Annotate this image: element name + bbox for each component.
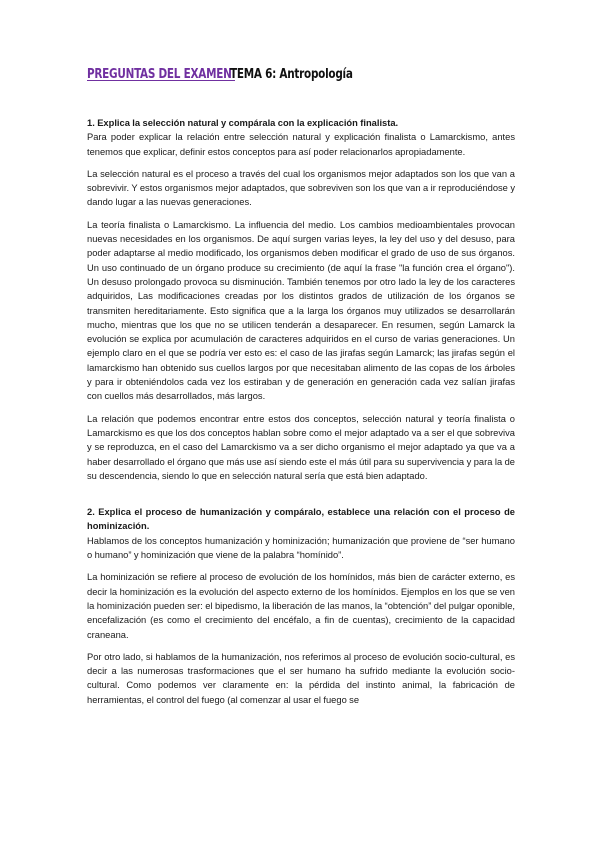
page-header [87, 66, 515, 90]
exam-questions-heading: PREGUNTAS DEL EXAMEN [87, 66, 235, 82]
document-page [87, 66, 515, 707]
question-1-title: 1. Explica la selección natural y compárala con la explicación finalista. [87, 118, 399, 128]
question-1-paragraph-1: Para poder explicar la relación entre selección natural y explicación finalista o Lamarckismo, antes tenemos que explicar, definir estos conceptos para así poder relacionarlos apropiadamente. [87, 132, 515, 157]
question-2-paragraph-3: Por otro lado, si hablamos de la humanización, nos referimos al proceso de evolución socio-cultural, es decir a las numerosas trasformaciones que el ser humano ha sufrido mediante la evolución socio-cultural. Como podemos ver claramente en: la pérdida del instinto animal, la fabricación de herramientas, el control del fuego (al comenzar al usar el fuego se [87, 651, 515, 705]
question-2-title: 2. Explica el proceso de humanización y compáralo, establece una relación con el proceso de hominización. [87, 507, 515, 532]
question-1-paragraph-3: La teoría finalista o Lamarckismo. La influencia del medio. Los cambios medioambientales provocan nuevas necesidades en los organismos. De aquí surgen varias leyes, la ley del uso y del desuso, para poder adaptarse al medio modificado, los organismos deben modificar el grado de uso de sus órganos. Un uso continuado de un órgano produce su crecimiento (de aquí la frase "la función crea el órgano"). Un desuso prolongado provoca su disminución. También tenemos por otro lado la ley de los caracteres adquiridos, Las modificaciones creadas por los distintos grados de utilización de los órganos se transmiten hereditariamente. Esto significa que a la larga los órganos muy utilizados se desarrollarán mucho, mientras que los que no se utilicen tenderán a desaparecer. En resumen, según Lamarck la evolución se explica por acumulación de caracteres adquiridos en el curso de varias generaciones. Un ejemplo claro en el que se podría ver esto es: el caso de las jirafas según Lamarck; las jirafas según el lamarckismo han obtenido sus cuellos largos por que necesitaban alimento de las copas de los árboles y para ir obteniéndolos cada vez los estiraban y de generación en generación cada vez salían jirafas con cuellos más desarrollados, más largos. [87, 219, 515, 402]
question-1-paragraph-2: La selección natural es el proceso a través del cual los organismos mejor adaptados son los que van a sobrevivir. Y estos organismos mejor adaptados, que sobreviven son los que van a ir reproduciéndose y dando lugar a las nuevas generaciones. [87, 168, 515, 208]
topic-title: TEMA 6: Antropología [230, 66, 353, 82]
question-1-paragraph-4: La relación que podemos encontrar entre estos dos conceptos, selección natural y teoría finalista o Lamarckismo es que los dos conceptos hablan sobre como el mejor adaptado va a ser el que sobreviva y se reproduzca, en el caso del Lamarckismo va a ser dicho organismo el mejor adaptado ya que va a haber desarrollado el órgano que más use así siendo este el más útil para su supervivencia y para la de su descendencia, siendo lo que en selección natural sería que está bien adaptado. [87, 413, 515, 481]
question-2-paragraph-1: Hablamos de los conceptos humanización y hominización; humanización que proviene de “ser humano o humano” y hominización que viene de la palabra “homínido”. [87, 535, 515, 561]
question-2-paragraph-2: La hominización se refiere al proceso de evolución de los homínidos, más bien de carácter externo, es decir la hominización es la evolución del aspecto externo de los homínidos. Ejemplos en los que se ven la hominización pueden ser: el bipedismo, la liberación de las manos, la “obtención” del pulgar oponible, encefalización (es como el crecimiento del encéfalo, a fin de cuentas), crecimiento de la capacidad craneana. [87, 572, 515, 640]
